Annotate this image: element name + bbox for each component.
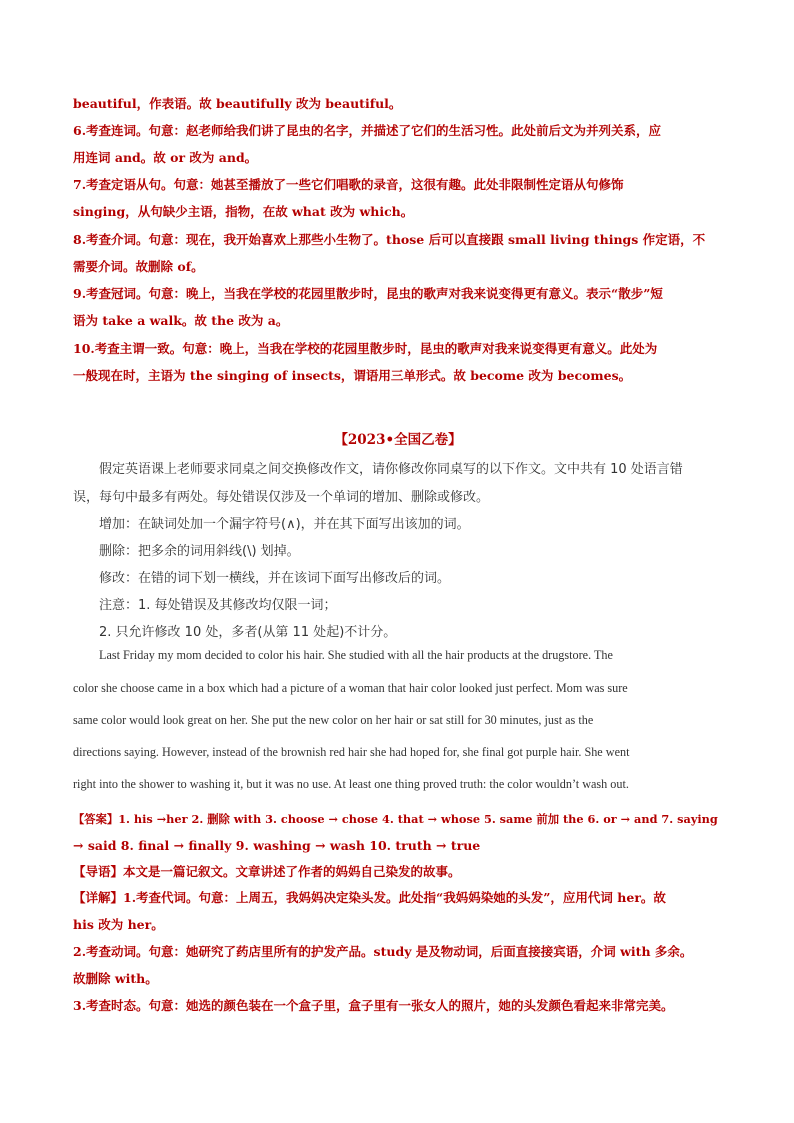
passage-line: same color would look great on her. She put the new color on her hair or sat still for 30 minutes, just as the (73, 713, 594, 727)
detail-line: 2.考查动词。句意：她研究了药店里所有的护发产品。study 是及物动词，后面直接接宾语，介词 with 多余。 (73, 944, 693, 959)
instruction-line: 修改：在错的词下划一横线，并在该词下面写出修改后的词。 (99, 571, 451, 586)
passage-line: right into the shower to washing it, but it was no use. At least one thing proved truth: the color wouldn’t wash out. (73, 777, 629, 791)
explanation-line: 一般现在时，主语为 the singing of insects，谓语用三单形式。故 become 改为 becomes。 (73, 368, 632, 383)
detail-line: his 改为 her。 (73, 917, 164, 932)
passage-line: Last Friday my mom decided to color his hair. She studied with all the hair products at the drugstore. The (99, 648, 613, 662)
instruction-line: 2. 只允许修改 10 处，多者(从第 11 处起)不计分。 (99, 625, 397, 640)
explanation-line: 10.考查主谓一致。句意：晚上，当我在学校的花园里散步时，昆虫的歌声对我来说变得更有意义。此处为 (73, 341, 658, 356)
lead-line: 【导语】本文是一篇记叙文。文章讲述了作者的妈妈自己染发的故事。 (73, 864, 461, 879)
passage-line: directions saying. However, instead of the brownish red hair she had hoped for, she final got purple hair. She went (73, 745, 630, 759)
section-title: 【2023•全国乙卷】 (334, 432, 462, 448)
detail-line: 【详解】1.考查代词。句意：上周五，我妈妈决定染头发。此处指“我妈妈染她的头发”，应用代词 her。故 (73, 890, 666, 905)
answer-line: → said 8. final → finally 9. washing → wash 10. truth → true (73, 838, 481, 853)
instruction-line: 注意：1. 每处错误及其修改均仅限一词； (99, 598, 337, 613)
explanation-line: 7.考查定语从句。句意：她甚至播放了一些它们唱歌的录音，这很有趣。此处非限制性定语从句修饰 (73, 177, 624, 192)
passage-line: color she choose came in a box which had a picture of a woman that hair color looked just perfect. Mom was sure (73, 681, 628, 695)
explanation-line: 语为 take a walk。故 the 改为 a。 (73, 313, 289, 328)
explanation-line: 6.考查连词。句意：赵老师给我们讲了昆虫的名字，并描述了它们的生活习性。此处前后文为并列关系，应 (73, 123, 662, 138)
explanation-line: beautiful，作表语。故 beautifully 改为 beautiful。 (73, 96, 402, 111)
instruction-line: 误，每句中最多有两处。每处错误仅涉及一个单词的增加、删除或修改。 (73, 490, 490, 505)
answer-line: 【答案】1. his →her 2. 删除 with 3. choose → chose 4. that → whose 5. same 前加 the 6. or → and 7. saying (73, 812, 718, 826)
detail-line: 3.考查时态。句意：她选的颜色装在一个盒子里，盒子里有一张女人的照片，她的头发颜色看起来非常完美。 (73, 998, 674, 1013)
explanation-line: 8.考查介词。句意：现在，我开始喜欢上那些小生物了。those 后可以直接跟 small living things 作定语，不 (73, 232, 706, 247)
instruction-line: 假定英语课上老师要求同桌之间交换修改作文，请你修改你同桌写的以下作文。文中共有 10 处语言错 (99, 462, 683, 477)
explanation-line: 9.考查冠词。句意：晚上，当我在学校的花园里散步时，昆虫的歌声对我来说变得更有意义。表示“散步”短 (73, 286, 663, 301)
detail-line: 故删除 with。 (73, 971, 158, 986)
instruction-line: 增加：在缺词处加一个漏字符号(∧)，并在其下面写出该加的词。 (99, 517, 470, 532)
explanation-line: 需要介词。故删除 of。 (73, 259, 204, 274)
instruction-line: 删除：把多余的词用斜线(\) 划掉。 (99, 544, 300, 559)
explanation-line: 用连词 and。故 or 改为 and。 (73, 150, 258, 165)
explanation-line: singing，从句缺少主语，指物，在故 what 改为 which。 (73, 204, 414, 219)
